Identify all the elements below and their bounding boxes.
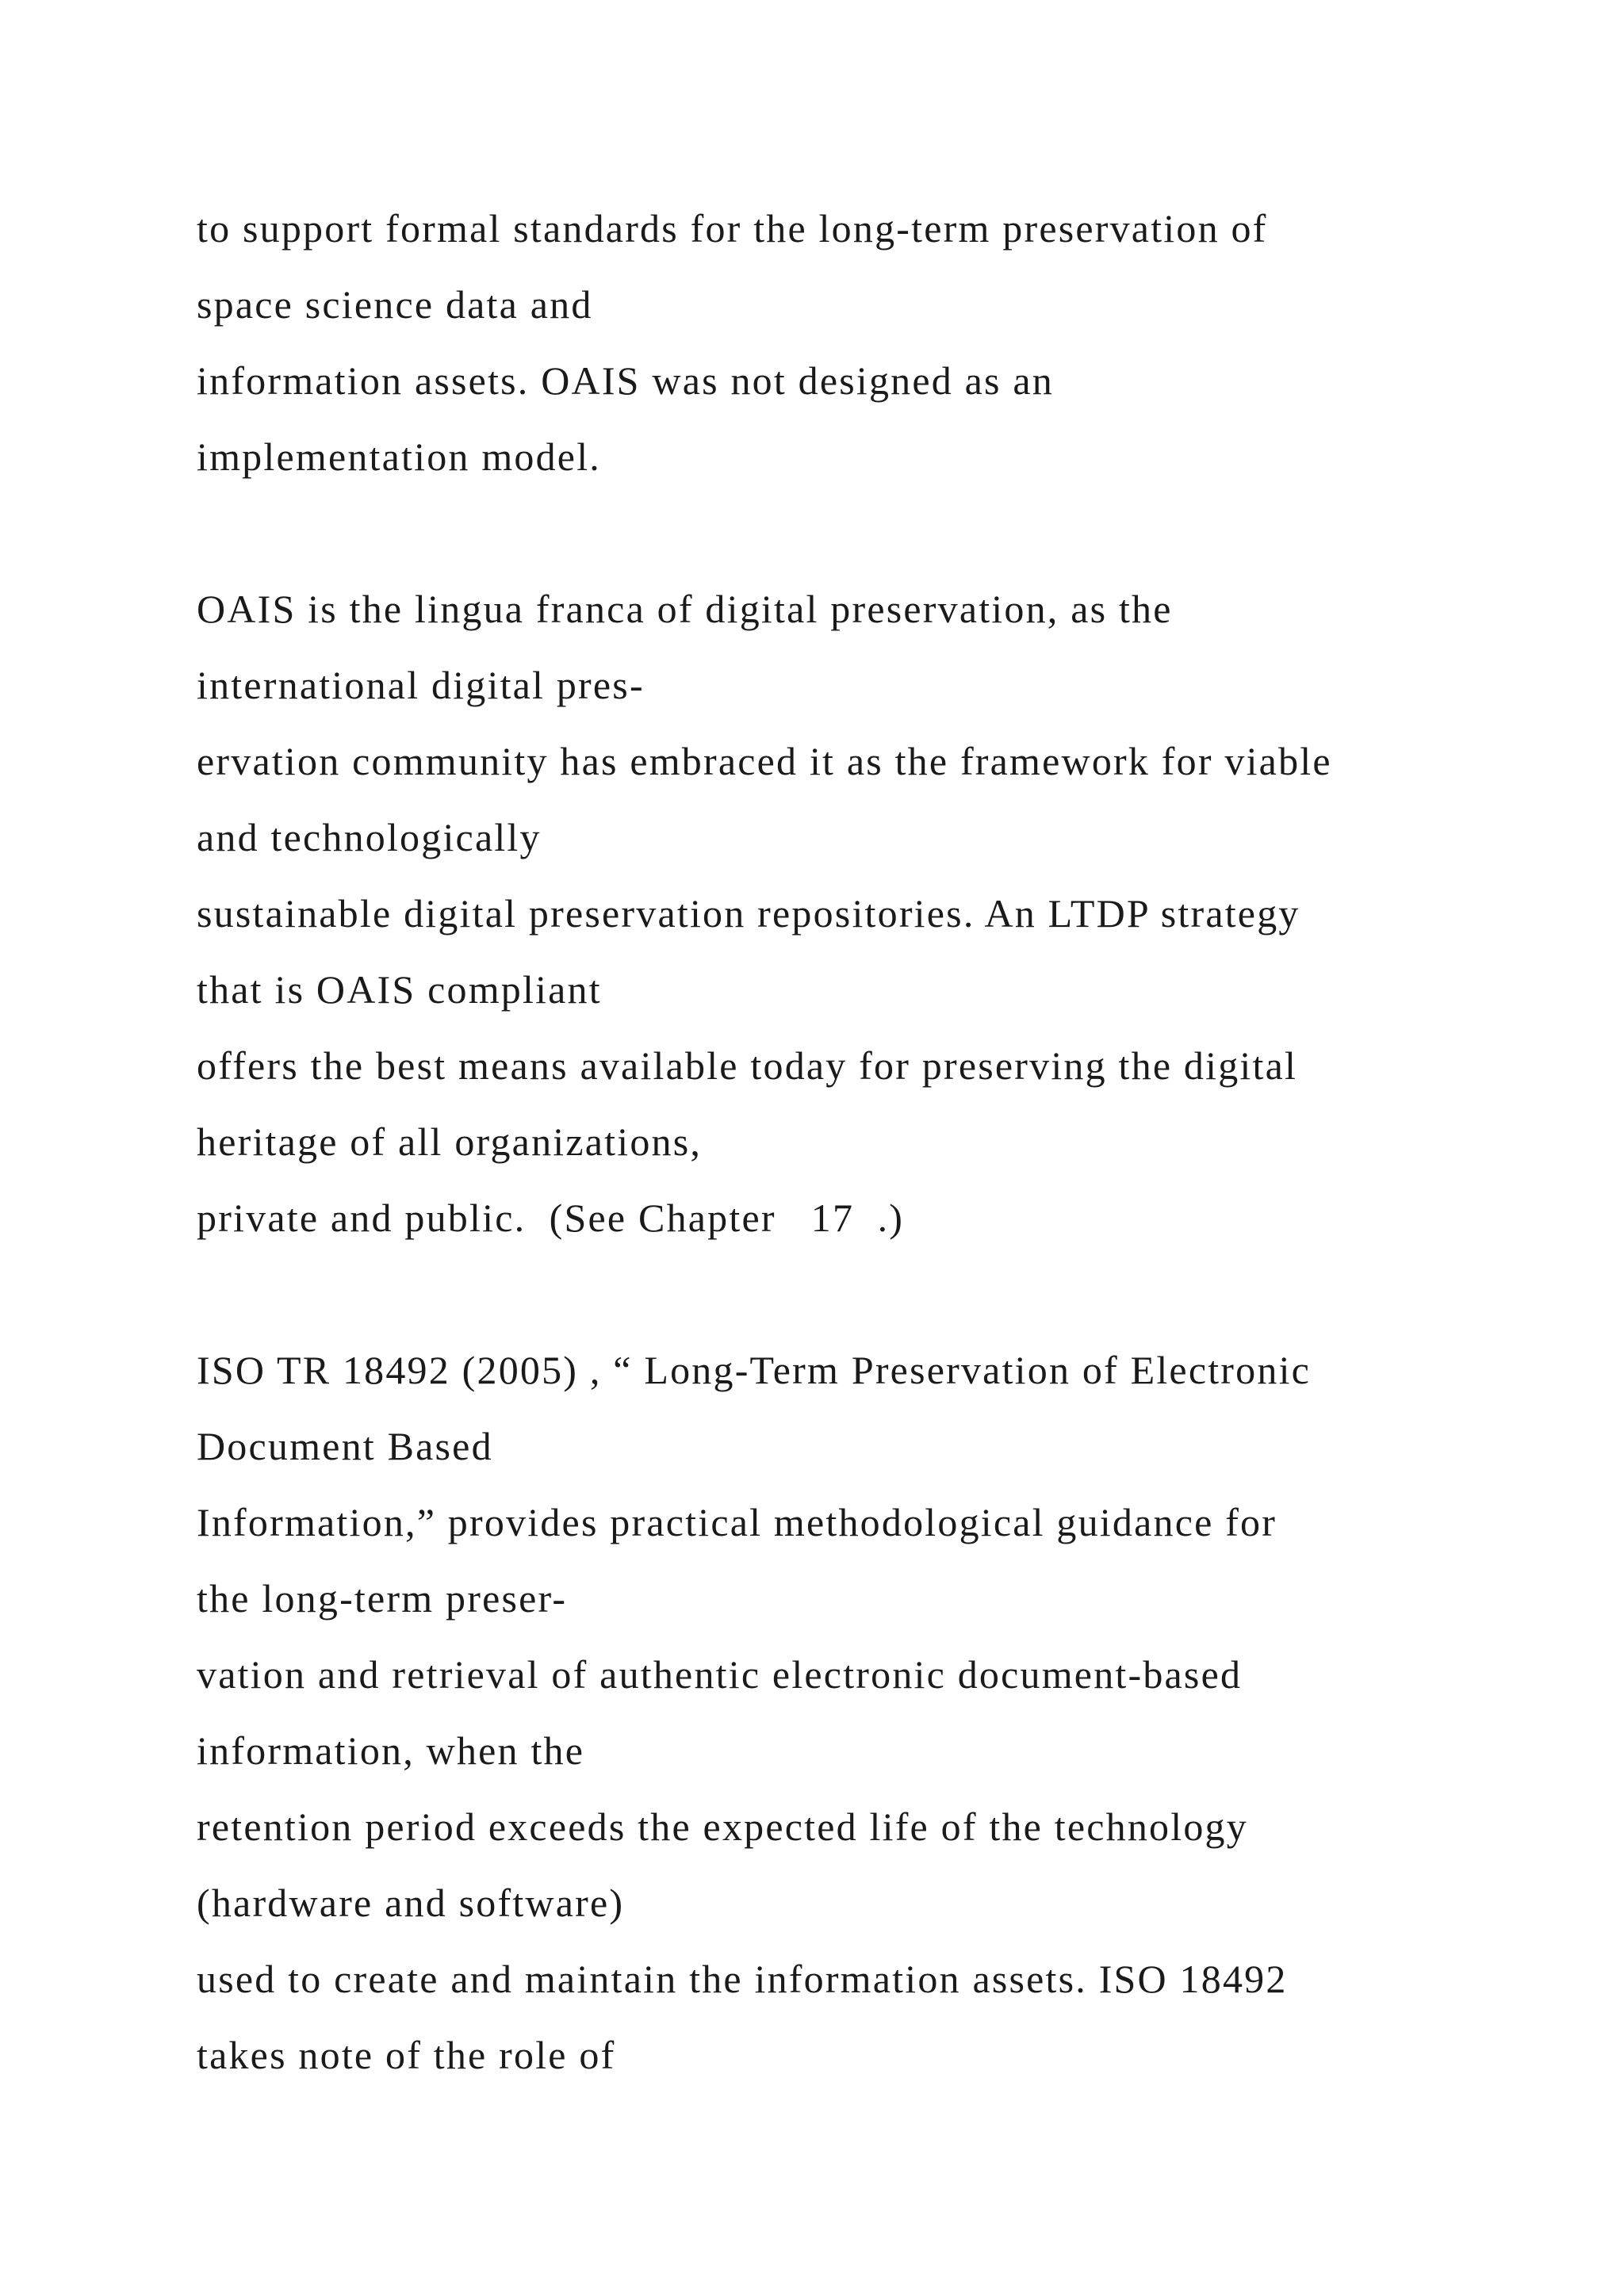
text-line: implementation model. [197,434,601,479]
text-line: vation and retrieval of authentic electronic document-based [197,1652,1243,1697]
text-line: takes note of the role of [197,2033,616,2077]
text-line: used to create and maintain the information assets. ISO 18492 [197,1957,1288,2001]
body-text [197,190,1561,2093]
text-line: information assets. OAIS was not designed as an [197,358,1055,403]
text-line: private and public. (See Chapter 17 .) [197,1196,905,1240]
text-line: retention period exceeds the expected life of the technology [197,1804,1248,1849]
paragraph-oais-origin [197,190,1561,495]
text-line: heritage of all organizations, [197,1119,703,1164]
text-line: (hardware and software) [197,1881,625,1925]
text-line: that is OAIS compliant [197,967,602,1012]
text-line: Information,” provides practical methodological guidance for [197,1500,1277,1544]
paragraph-spacer [197,1256,1561,1332]
text-line: and technologically [197,815,542,859]
text-line: Document Based [197,1424,493,1468]
paragraph-iso-18492 [197,1332,1561,2093]
text-line: international digital pres- [197,663,645,707]
text-line: OAIS is the lingua franca of digital preservation, as the [197,587,1173,631]
text-line: sustainable digital preservation repositories. An LTDP strategy [197,891,1300,936]
text-line: information, when the [197,1728,585,1773]
text-line: ervation community has embraced it as the framework for viable [197,739,1332,783]
paragraph-spacer [197,495,1561,571]
text-line: the long-term preser- [197,1576,568,1621]
text-line: ISO TR 18492 (2005) , “ Long-Term Preservation of Electronic [197,1348,1312,1392]
text-line: offers the best means available today for preserving the digital [197,1043,1298,1088]
paragraph-oais-lingua-franca [197,571,1561,1256]
text-line: space science data and [197,282,593,327]
text-line: to support formal standards for the long-term preservation of [197,206,1268,251]
